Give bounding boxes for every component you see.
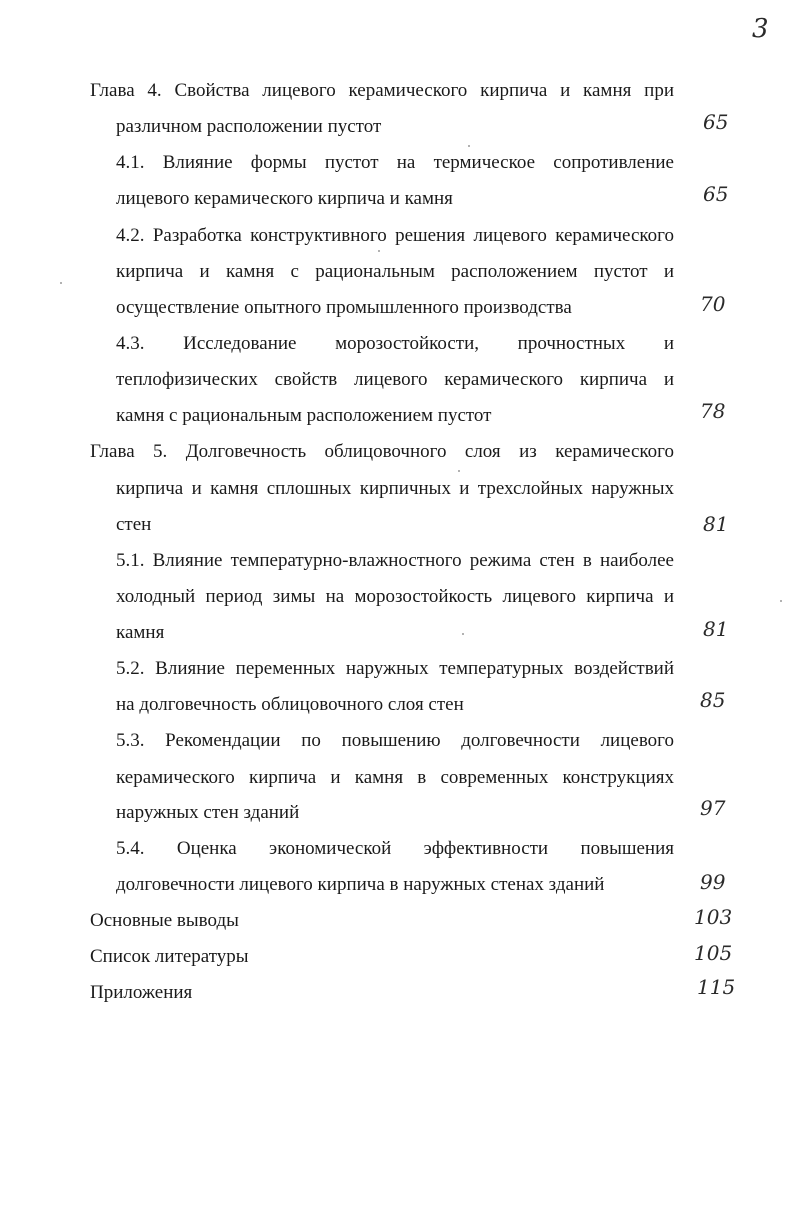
toc-line: 4.1. Влияние формы пустот на термическое сопротивление: [116, 152, 674, 173]
toc-page-number: 65: [703, 110, 729, 134]
toc-line: 5.4. Оценка экономической эффективности повышения: [116, 838, 674, 859]
toc-line: Основные выводы: [90, 910, 239, 931]
toc-page-number: 65: [703, 182, 729, 206]
toc-page-number: 105: [694, 941, 733, 965]
toc-line: различном расположении пустот: [116, 116, 382, 137]
toc-line: камня: [116, 622, 165, 643]
toc-page-number: 85: [700, 688, 726, 712]
page-number: 3: [752, 14, 769, 44]
toc-page-number: 78: [700, 399, 726, 423]
toc-line: керамического кирпича и камня в современных конструкциях: [116, 767, 674, 788]
toc-line: Глава 5. Долговечность облицовочного слоя из керамического: [90, 441, 674, 462]
toc-line: долговечности лицевого кирпича в наружных стенах зданий: [116, 874, 605, 895]
toc-line: Приложения: [90, 982, 193, 1003]
toc-page-number: 81: [703, 617, 729, 641]
toc-line: 4.3. Исследование морозостойкости, прочностных и: [116, 333, 674, 354]
toc-line: 5.2. Влияние переменных наружных температурных воздействий: [116, 658, 674, 679]
toc-line: холодный период зимы на морозостойкость лицевого кирпича и: [116, 586, 674, 607]
toc-page-number: 103: [694, 905, 733, 929]
scan-speck: [60, 282, 62, 284]
scan-speck: [458, 470, 460, 472]
toc-line: кирпича и камня с рациональным расположением пустот и: [116, 261, 674, 282]
toc-line: 5.3. Рекомендации по повышению долговечности лицевого: [116, 730, 674, 751]
toc-line: 5.1. Влияние температурно-влажностного режима стен в наиболее: [116, 550, 674, 571]
toc-page-number: 99: [700, 870, 726, 894]
toc-line: камня с рациональным расположением пустот: [116, 405, 492, 426]
toc-line: стен: [116, 514, 152, 535]
toc-page-number: 97: [700, 796, 726, 820]
toc-page-number: 70: [700, 292, 726, 316]
toc-line: Список литературы: [90, 946, 249, 967]
scan-speck: [780, 600, 782, 602]
toc-line: на долговечность облицовочного слоя стен: [116, 694, 464, 715]
toc-line: наружных стен зданий: [116, 802, 300, 823]
toc-line: 4.2. Разработка конструктивного решения лицевого керамического: [116, 225, 674, 246]
toc-line: Глава 4. Свойства лицевого керамического кирпича и камня при: [90, 80, 674, 101]
toc-line: теплофизических свойств лицевого керамического кирпича и: [116, 369, 674, 390]
scan-speck: [462, 633, 464, 635]
toc-page-number: 115: [697, 975, 736, 999]
scan-speck: [468, 145, 470, 147]
scan-speck: [378, 250, 380, 252]
toc-line: кирпича и камня сплошных кирпичных и трехслойных наружных: [116, 478, 674, 499]
toc-page-number: 81: [703, 512, 729, 536]
toc-line: осуществление опытного промышленного производства: [116, 297, 572, 318]
toc-line: лицевого керамического кирпича и камня: [116, 188, 453, 209]
